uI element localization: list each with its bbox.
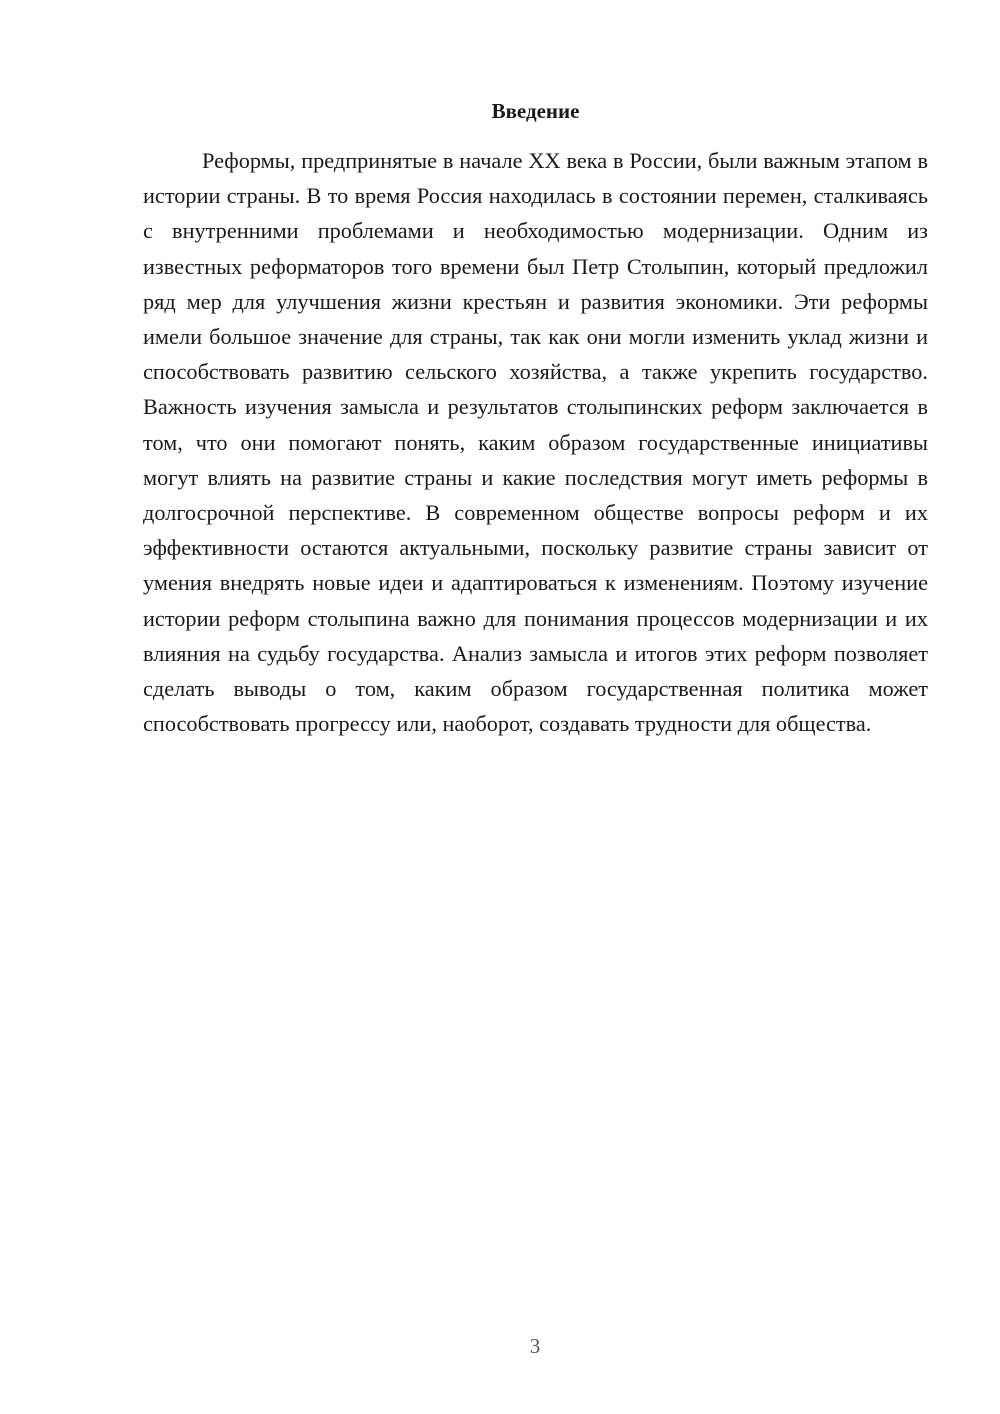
page-number: 3 — [529, 1334, 541, 1358]
body-paragraph: Реформы, предпринятые в начале XX века в России, были важным этапом в истории страны. В то время Россия находилась в состоянии перемен, сталкиваясь с внутренними проблемами и необходимостью модернизации. Одним из известных реформаторов того времени был Петр Столыпин, который предложил ряд мер для улучшения жизни крестьян и развития экономики. Эти реформы имели большое значение для страны, так как они могли изменить уклад жизни и способствовать развитию сельского хозяйства, а также укрепить государство. Важность изучения замысла и результатов столыпинских реформ заключается в том, что они помогают понять, каким образом государственные инициативы могут влиять на развитие страны и какие последствия могут иметь реформы в долгосрочной перспективе. В современном обществе вопросы реформ и их эффективности остаются актуальными, поскольку развитие страны зависит от умения внедрять новые идеи и адаптироваться к изменениям. Поэтому изучение истории реформ столыпина важно для понимания процессов модернизации и их влияния на судьбу государства. Анализ замысла и итогов этих реформ позволяет сделать выводы о том, каким образом государственная политика может способствовать прогрессу или, наоборот, создавать трудности для общества. — [143, 148, 928, 737]
section-title: Введение — [491, 99, 580, 123]
